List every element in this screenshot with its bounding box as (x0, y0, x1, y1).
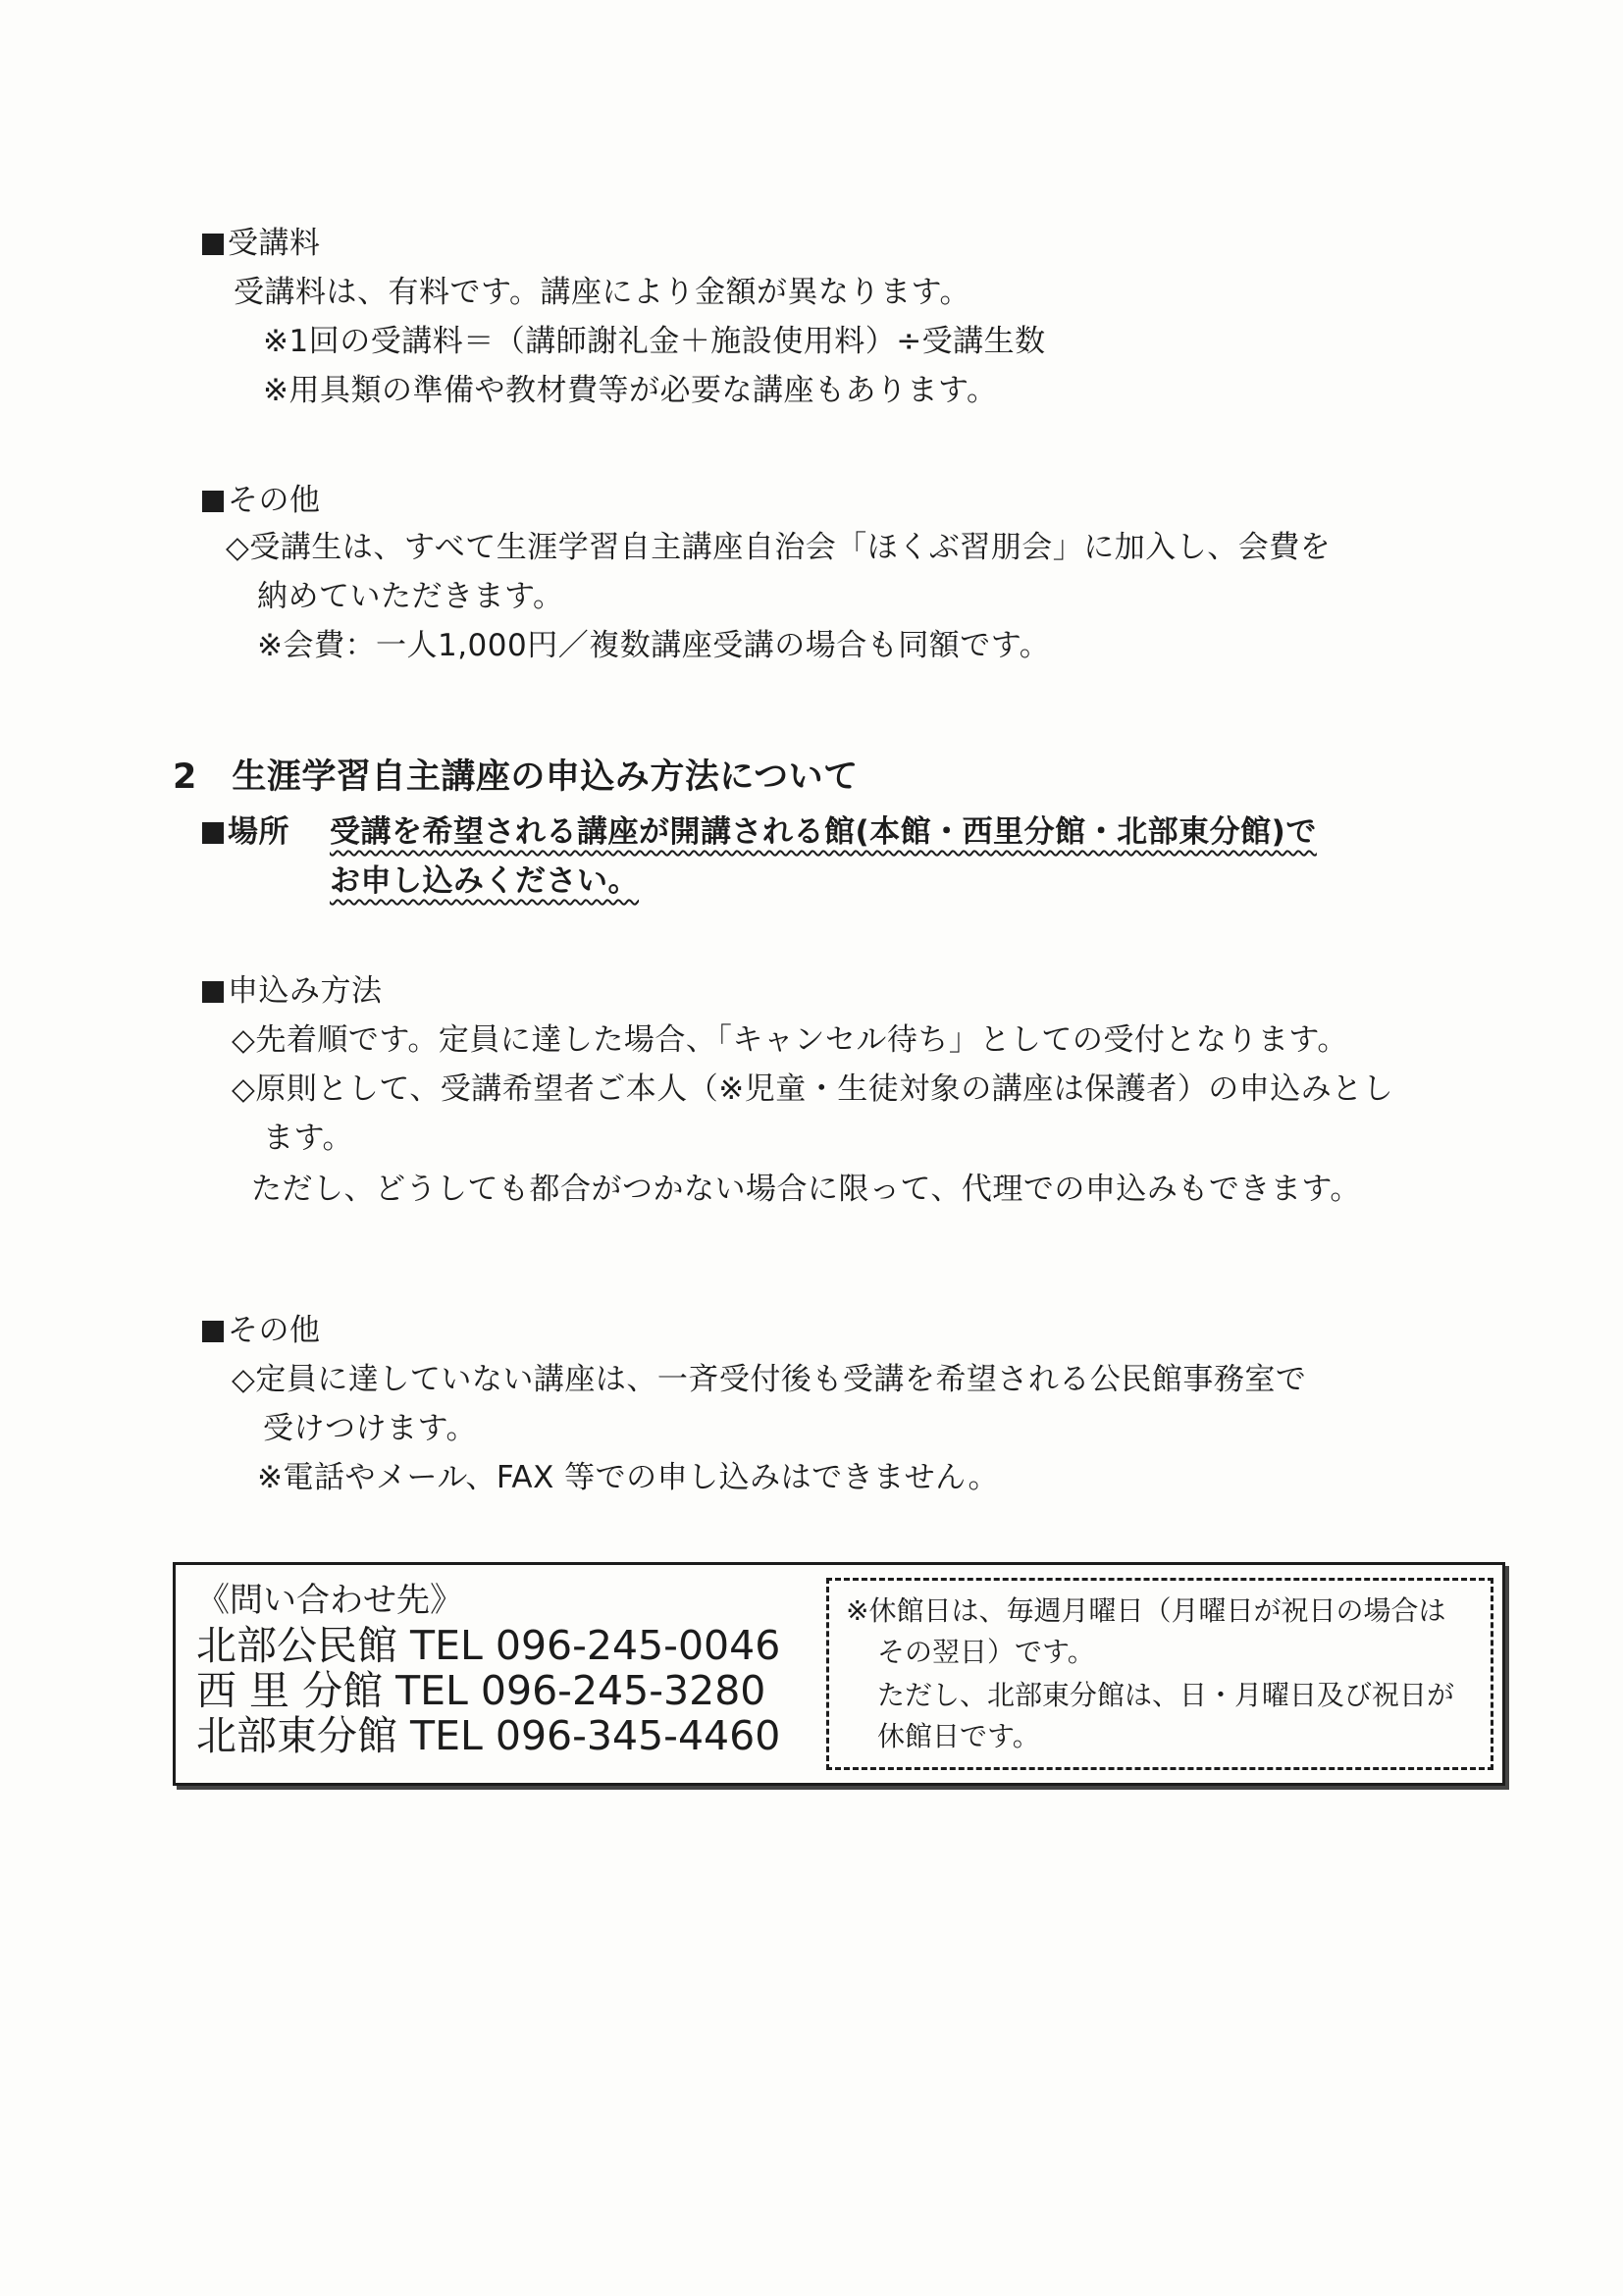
other1-line: ◇受講生は、すべて生涯学習自主講座自治会「ほくぶ習朋会」に加入し、会費を (226, 530, 1332, 565)
method-line: ◇先着順です。定員に達した場合、「キャンセル待ち」としての受付となります。 (232, 1022, 1348, 1058)
contact-row: 北部公民館 TEL 096-245-0046 (196, 1622, 781, 1669)
other2-line: 受けつけます。 (263, 1411, 478, 1446)
notice-line: 休館日です。 (877, 1720, 1040, 1752)
notice-line: ※休館日は、毎週月曜日（月曜日が祝日の場合は (846, 1594, 1446, 1627)
square-bullet-icon (202, 234, 224, 255)
fee-line: 受講料は、有料です。講座により金額が異なります。 (234, 275, 971, 310)
place-line: お申し込みください。 (330, 863, 639, 899)
other2-line: ※電話やメール、FAX 等での申し込みはできません。 (257, 1460, 1000, 1495)
fee-line: ※1回の受講料＝（講師謝礼金＋施設使用料）÷受講生数 (263, 324, 1046, 359)
place-label: 場所 (202, 812, 289, 852)
place-line: 受講を希望される講座が開講される館(本館・西里分館・北部東分館)で (330, 814, 1317, 850)
square-bullet-icon (202, 491, 224, 512)
contact-title: 《問い合わせ先》 (196, 1581, 463, 1620)
method-line: ます。 (263, 1121, 354, 1156)
notice-line: ただし、北部東分館は、日・月曜日及び祝日が (877, 1679, 1455, 1711)
contact-row: 北部東分館 TEL 096-345-4460 (196, 1712, 781, 1759)
method-line: ◇原則として、受講希望者ご本人（※児童・生徒対象の講座は保護者）の申込みとし (232, 1071, 1394, 1107)
other1-line: 納めていただきます。 (257, 579, 564, 614)
other1-heading: その他 (202, 481, 321, 520)
square-bullet-icon (202, 822, 224, 844)
other1-line: ※会費：一人1,000円／複数講座受講の場合も同額です。 (257, 628, 1051, 663)
square-bullet-icon (202, 981, 224, 1003)
square-bullet-icon (202, 1321, 224, 1342)
fee-heading: 受講料 (202, 224, 321, 263)
notice-line: その翌日）です。 (877, 1636, 1095, 1668)
method-heading: 申込み方法 (202, 971, 383, 1011)
method-line: ただし、どうしても都合がつかない場合に限って、代理での申込みもできます。 (251, 1172, 1361, 1207)
fee-line: ※用具類の準備や教材費等が必要な講座もあります。 (263, 373, 998, 408)
other2-heading: その他 (202, 1311, 321, 1350)
section2-title: 2 生涯学習自主講座の申込み方法について (173, 757, 859, 797)
contact-row: 西 里 分館 TEL 096-245-3280 (196, 1667, 766, 1714)
other2-line: ◇定員に達していない講座は、一斉受付後も受講を希望される公民館事務室で (232, 1362, 1307, 1397)
